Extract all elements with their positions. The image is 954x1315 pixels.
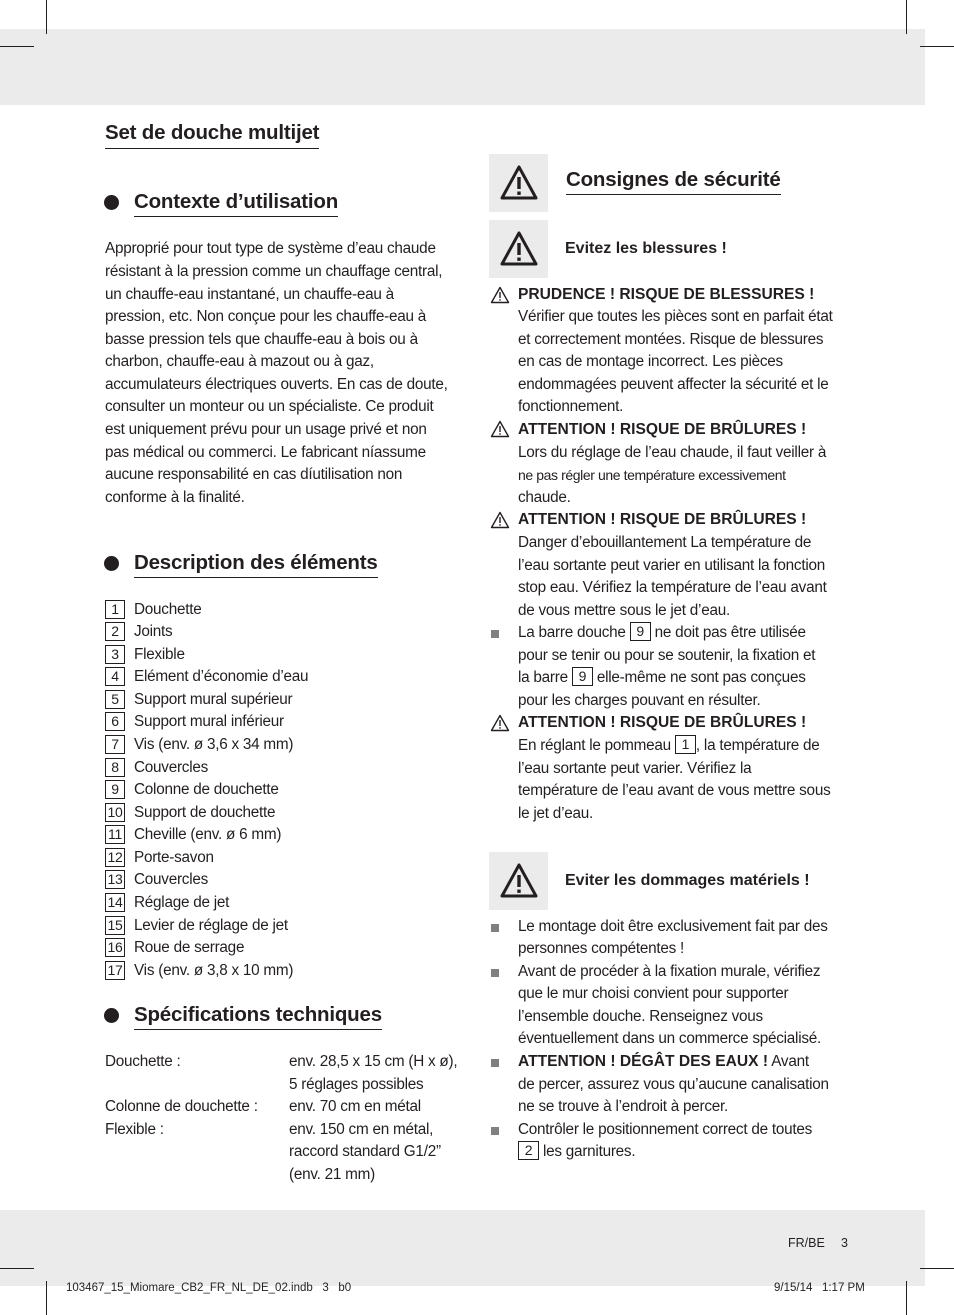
context-line: pas médical ou commerci. Le fabricant níassume: [105, 444, 426, 461]
warning-triangle-icon: [499, 230, 539, 268]
warning-text: l’eau sortante peut varier. Vérifiez la: [518, 760, 752, 777]
part-ref: 2: [518, 1141, 539, 1160]
part-number: 4: [105, 667, 125, 686]
bullet-text: [518, 1141, 635, 1164]
bullet-text: Avant de procéder à la fixation murale, vérifiez: [518, 963, 821, 980]
warning-text: Lors du réglage de l’eau chaude, il faut veiller à: [518, 444, 827, 461]
context-line: Approprié pour tout type de système d’eau chaude: [105, 240, 436, 257]
part-label: Vis (env. ø 3,8 x 10 mm): [134, 962, 294, 979]
footer-band: [0, 1210, 925, 1286]
safety-heading: Consignes de sécurité: [566, 168, 781, 195]
section-bullet: [104, 556, 119, 571]
part-number: 14: [105, 893, 125, 912]
part-number: 12: [105, 848, 125, 867]
warning-title: ATTENTION ! RISQUE DE BRÛLURES !: [518, 511, 807, 528]
crop-mark: [46, 0, 47, 34]
injury-subheading: Evitez les blessures !: [565, 240, 727, 257]
part-number: 10: [105, 803, 125, 822]
part-number: 7: [105, 735, 125, 754]
bullet-text: [518, 1051, 809, 1074]
warning-text-part: En réglant le pommeau: [518, 737, 671, 754]
part-label: Elément d’économie d’eau: [134, 668, 309, 685]
part-number: 8: [105, 758, 125, 777]
description-heading: Description des éléments: [134, 551, 378, 578]
print-date: 9/15/14 1:17 PM: [774, 1282, 865, 1294]
part-label: Porte-savon: [134, 849, 214, 866]
warning-box: [489, 852, 548, 910]
context-line: pression, etc. Non conçue pour les chauffe-eau à: [105, 308, 427, 325]
bullet-text: éventuellement dans un commerce spécialisé.: [518, 1030, 822, 1047]
warning-text: température de l’eau avant de vous mettre sous: [518, 782, 831, 799]
warning-small-icon: [490, 286, 510, 304]
part-number: 6: [105, 712, 125, 731]
file-info: 103467_15_Miomare_CB2_FR_NL_DE_02.indb 3 b0: [66, 1282, 352, 1294]
spec-value: env. 70 cm en métal: [289, 1098, 421, 1115]
warning-text: chaude.: [518, 489, 571, 506]
bullet-text: pour les charges pouvant en résulter.: [518, 692, 761, 709]
header-band: [0, 29, 925, 105]
bullet-bold-text: ATTENTION ! DÉGÂT DES EAUX !: [518, 1053, 769, 1070]
part-label: Réglage de jet: [134, 894, 230, 911]
part-label: Cheville (env. ø 6 mm): [134, 826, 282, 843]
square-bullet: [491, 1059, 499, 1067]
context-line: charbon, chauffe-eau à mazout ou à gaz,: [105, 353, 374, 370]
warning-text: et correctement montées. Risque de blessures: [518, 331, 824, 348]
crop-mark: [0, 46, 34, 47]
spec-value: env. 150 cm en métal,: [289, 1121, 434, 1138]
part-number: 3: [105, 645, 125, 664]
context-line: conforme à la finalité.: [105, 489, 245, 506]
context-line: est uniquement prévu pour un usage privé et non: [105, 421, 427, 438]
part-label: Colonne de douchette: [134, 781, 279, 798]
part-number: 1: [105, 600, 125, 619]
context-line: basse pression tels que chauffe-eau à bois ou à: [105, 331, 418, 348]
context-line: résistant à la pression comme un chauffage central,: [105, 263, 443, 280]
part-number: 16: [105, 938, 125, 957]
part-label: Support mural supérieur: [134, 691, 293, 708]
warning-text: fonctionnement.: [518, 398, 624, 415]
bullet-text: que le mur choisi convient pour supporter: [518, 985, 789, 1002]
crop-mark: [46, 1281, 47, 1315]
crop-mark: [906, 1281, 907, 1315]
warning-text: Danger d’ebouillantement La température de: [518, 534, 812, 551]
warning-title: PRUDENCE ! RISQUE DE BLESSURES !: [518, 286, 815, 303]
part-label: Couvercles: [134, 759, 209, 776]
part-number: 5: [105, 690, 125, 709]
crop-mark: [906, 0, 907, 34]
crop-mark: [920, 1268, 954, 1269]
specs-heading: Spécifications techniques: [134, 1003, 382, 1030]
context-line: aucune responsabilité en cas díutilisation non: [105, 466, 403, 483]
warning-text-part: , la température de: [695, 737, 820, 754]
context-line: accumulateurs électriques ouverts. En cas de doute,: [105, 376, 448, 393]
page-number: 3: [841, 1236, 848, 1250]
part-label: Joints: [134, 623, 173, 640]
bullet-text: ne se trouve à l’endroit à percer.: [518, 1098, 729, 1115]
warning-text: le jet d’eau.: [518, 805, 593, 822]
bullet-text: Contrôler le positionnement correct de toutes: [518, 1121, 813, 1138]
warning-triangle-icon: [499, 164, 539, 202]
part-ref: 1: [675, 735, 696, 754]
bullet-text-part: elle-même ne sont pas conçues: [596, 669, 806, 686]
part-number: 17: [105, 961, 125, 980]
spec-value: 5 réglages possibles: [289, 1076, 424, 1093]
bullet-text: pour se tenir ou pour se soutenir, la fixation et: [518, 647, 816, 664]
page-title: Set de douche multijet: [105, 121, 319, 149]
part-label: Support de douchette: [134, 804, 276, 821]
part-label: Flexible: [134, 646, 185, 663]
spec-value: env. 28,5 x 15 cm (H x ø),: [289, 1053, 458, 1070]
language-code: FR/BE: [788, 1236, 825, 1250]
spec-label: Colonne de douchette :: [105, 1098, 258, 1115]
damage-subheading: Eviter les dommages matériels !: [565, 872, 810, 889]
bullet-text-part: ne doit pas être utilisée: [654, 624, 806, 641]
warning-text: de vous mettre sous le jet d’eau.: [518, 602, 730, 619]
crop-mark: [920, 46, 954, 47]
part-label: Couvercles: [134, 871, 209, 888]
crop-mark: [0, 1268, 34, 1269]
spec-label: Flexible :: [105, 1121, 164, 1138]
context-line: consulter un monteur ou un spécialiste. Ce produit: [105, 398, 434, 415]
bullet-text-part: la barre: [518, 669, 568, 686]
warning-text: stop eau. Vérifiez la température de l’eau avant: [518, 579, 827, 596]
part-number: 13: [105, 870, 125, 889]
spec-value: raccord standard G1/2”: [289, 1143, 441, 1160]
warning-title: ATTENTION ! RISQUE DE BRÛLURES !: [518, 421, 807, 438]
bullet-text-part: La barre douche: [518, 624, 626, 641]
bullet-text: de percer, assurez vous qu’aucune canalisation: [518, 1076, 829, 1093]
warning-small-icon: [490, 420, 510, 438]
part-number: 9: [105, 780, 125, 799]
part-label: Douchette: [134, 601, 202, 618]
spec-value: (env. 21 mm): [289, 1166, 375, 1183]
context-heading: Contexte d’utilisation: [134, 190, 338, 217]
warning-small-icon: [490, 511, 510, 529]
bullet-text: [518, 667, 806, 690]
warning-text: [518, 735, 820, 758]
warning-text: l’eau sortante peut varier en utilisant la fonction: [518, 557, 825, 574]
section-bullet: [104, 195, 119, 210]
part-ref: 9: [572, 667, 593, 686]
bullet-text: l’ensemble douche. Renseignez vous: [518, 1008, 763, 1025]
warning-text: Vérifier que toutes les pièces sont en parfait état: [518, 308, 833, 325]
part-label: Vis (env. ø 3,6 x 34 mm): [134, 736, 294, 753]
part-number: 11: [105, 825, 125, 844]
warning-text: endommagées peuvent affecter la sécurité et le: [518, 376, 829, 393]
part-number: 2: [105, 622, 125, 641]
part-number: 15: [105, 916, 125, 935]
warning-box: [489, 220, 548, 278]
square-bullet: [491, 1127, 499, 1135]
warning-text: ne pas régler une température excessivement: [518, 467, 786, 483]
bullet-text: personnes compétentes !: [518, 940, 685, 957]
warning-box: [489, 154, 548, 212]
spec-label: Douchette :: [105, 1053, 181, 1070]
bullet-text-part: les garnitures.: [543, 1143, 636, 1160]
square-bullet: [491, 630, 499, 638]
part-ref: 9: [630, 622, 651, 641]
warning-text: en cas de montage incorrect. Les pièces: [518, 353, 783, 370]
bullet-text: [518, 622, 806, 645]
part-label: Roue de serrage: [134, 939, 245, 956]
context-line: un chauffe-eau instantané, un chauffe-eau à: [105, 286, 394, 303]
part-label: Levier de réglage de jet: [134, 917, 288, 934]
warning-title: ATTENTION ! RISQUE DE BRÛLURES !: [518, 714, 807, 731]
square-bullet: [491, 969, 499, 977]
warning-triangle-icon: [499, 862, 539, 900]
bullet-text-part: Avant: [768, 1053, 809, 1070]
bullet-text: Le montage doit être exclusivement fait par des: [518, 918, 828, 935]
square-bullet: [491, 924, 499, 932]
warning-small-icon: [490, 714, 510, 732]
section-bullet: [104, 1008, 119, 1023]
part-label: Support mural inférieur: [134, 713, 284, 730]
